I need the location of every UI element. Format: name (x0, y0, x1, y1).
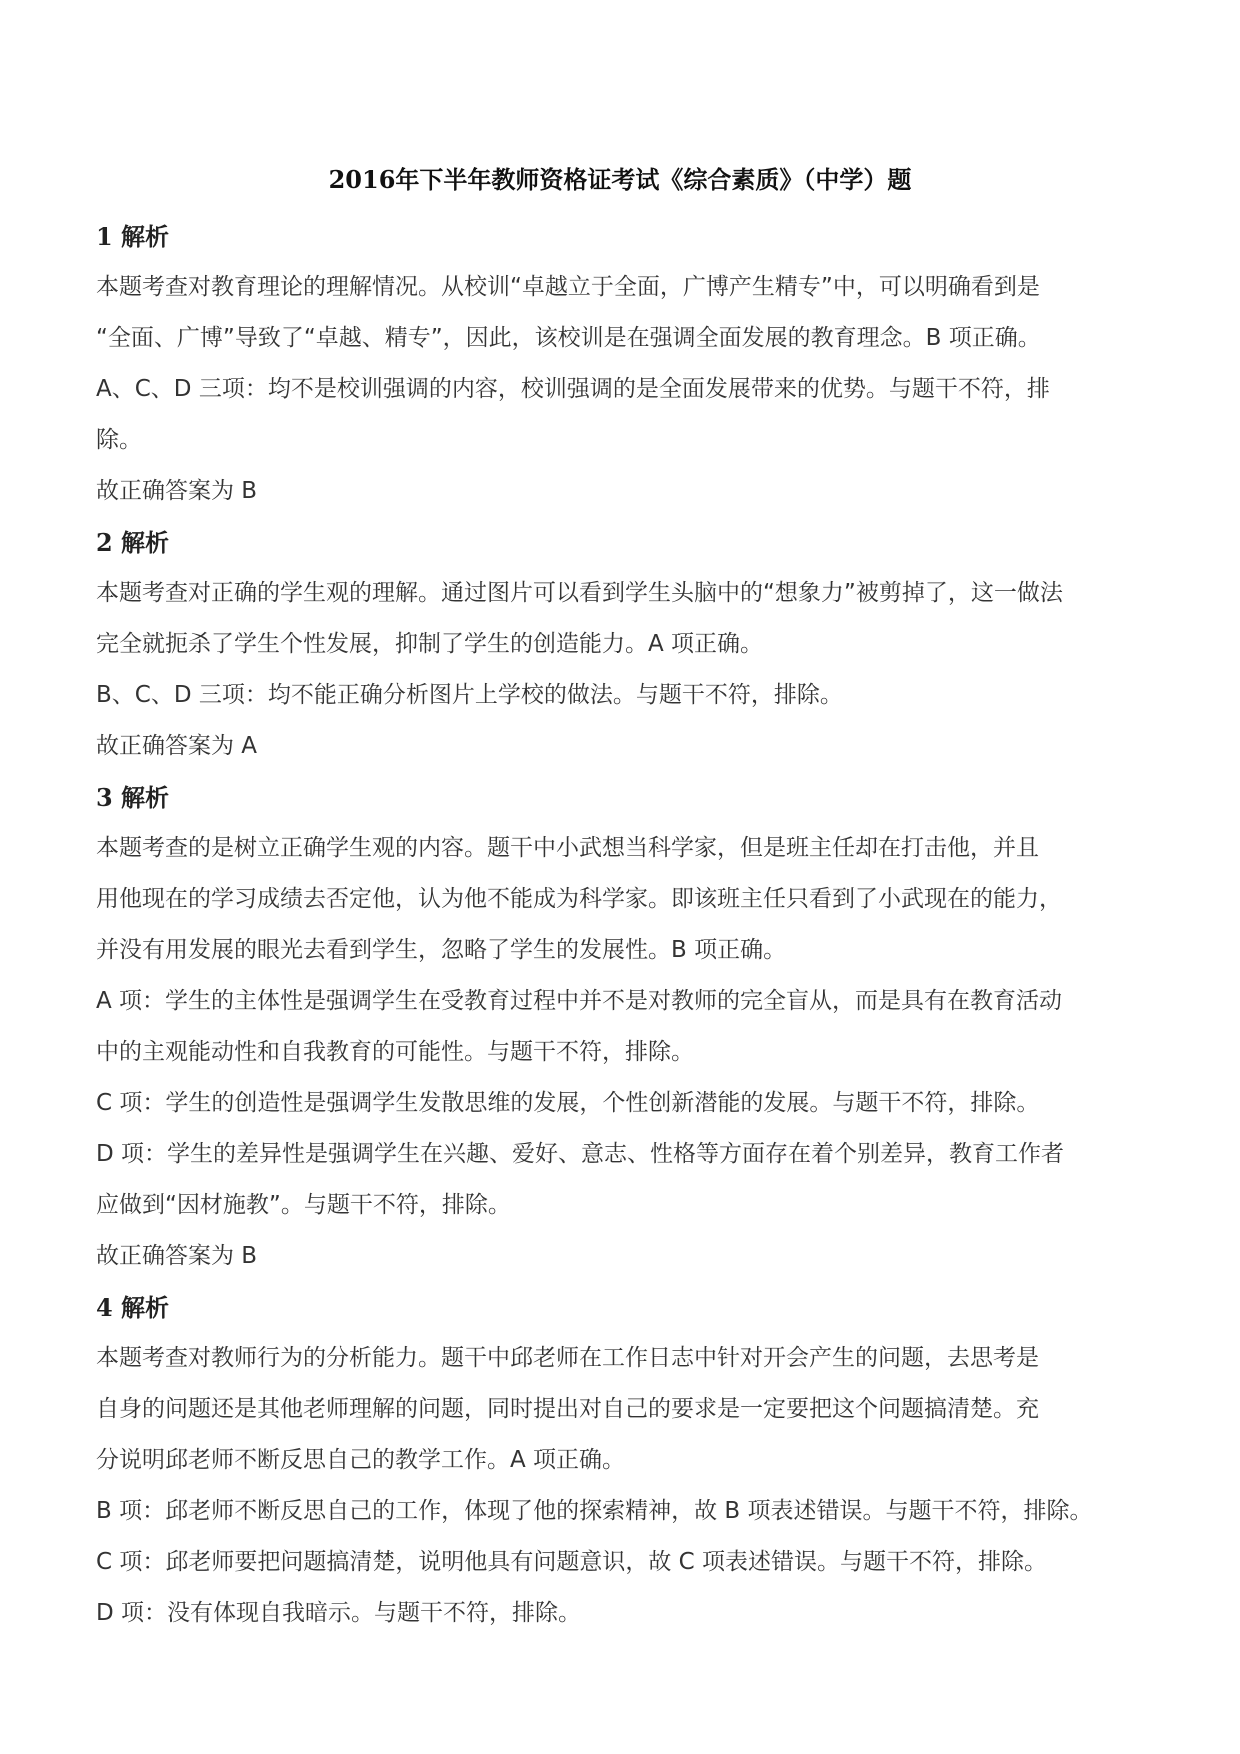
text-line: 并没有用发展的眼光去看到学生，忽略了学生的发展性。B 项正确。 (96, 937, 787, 963)
text-line: B、C、D 三项：均不能正确分析图片上学校的做法。与题干不符，排除。 (96, 682, 843, 708)
text-line: 本题考查对正确的学生观的理解。通过图片可以看到学生头脑中的“想象力”被剪掉了，这一做法 (96, 580, 1063, 606)
explanation-section-1 (96, 211, 1186, 517)
section-heading: 1 解析 (96, 222, 170, 251)
text-line: A 项：学生的主体性是强调学生在受教育过程中并不是对教师的完全盲从，而是具有在教育活动 (96, 988, 1063, 1014)
text-line: C 项：邱老师要把问题搞清楚，说明他具有问题意识，故 C 项表述错误。与题干不符，排除。 (96, 1549, 1048, 1575)
explanation-section-2 (96, 517, 1186, 772)
text-line: D 项：学生的差异性是强调学生在兴趣、爱好、意志、性格等方面存在着个别差异，教育工作者 (96, 1141, 1065, 1167)
text-line: 本题考查的是树立正确学生观的内容。题干中小武想当科学家，但是班主任却在打击他，并且 (96, 835, 1039, 861)
answer-line: 故正确答案为 B (96, 1243, 258, 1269)
text-line: 除。 (96, 427, 142, 453)
text-line: 分说明邱老师不断反思自己的教学工作。A 项正确。 (96, 1447, 626, 1473)
text-line: D 项：没有体现自我暗示。与题干不符，排除。 (96, 1600, 582, 1626)
text-line: 应做到“因材施教”。与题干不符，排除。 (96, 1192, 511, 1218)
document-title: 2016年下半年教师资格证考试《综合素质》（中学）题 (328, 165, 912, 194)
text-line: 完全就扼杀了学生个性发展，抑制了学生的创造能力。A 项正确。 (96, 631, 764, 657)
document-body (96, 211, 1186, 1639)
text-line: C 项：学生的创造性是强调学生发散思维的发展，个性创新潜能的发展。与题干不符，排除。 (96, 1090, 1040, 1116)
answer-line: 故正确答案为 B (96, 478, 258, 504)
text-line: 用他现在的学习成绩去否定他，认为他不能成为科学家。即该班主任只看到了小武现在的能力， (96, 886, 1062, 912)
text-line: 中的主观能动性和自我教育的可能性。与题干不符，排除。 (96, 1039, 694, 1065)
answer-line: 故正确答案为 A (96, 733, 258, 759)
text-line: B 项：邱老师不断反思自己的工作，体现了他的探索精神，故 B 项表述错误。与题干不符，排除。 (96, 1498, 1093, 1524)
text-line: 自身的问题还是其他老师理解的问题，同时提出对自己的要求是一定要把这个问题搞清楚。充 (96, 1396, 1039, 1422)
text-line: 本题考查对教育理论的理解情况。从校训“卓越立于全面，广博产生精专”中，可以明确看到是 (96, 274, 1040, 300)
text-line: “全面、广博”导致了“卓越、精专”，因此，该校训是在强调全面发展的教育理念。B 项正确。 (96, 325, 1041, 351)
explanation-section-3 (96, 772, 1186, 1282)
text-line: 本题考查对教师行为的分析能力。题干中邱老师在工作日志中针对开会产生的问题，去思考是 (96, 1345, 1039, 1371)
text-line: A、C、D 三项：均不是校训强调的内容，校训强调的是全面发展带来的优势。与题干不符，排 (96, 376, 1050, 402)
section-heading: 4 解析 (96, 1293, 170, 1322)
explanation-section-4 (96, 1282, 1186, 1639)
section-heading: 2 解析 (96, 528, 170, 557)
section-heading: 3 解析 (96, 783, 170, 812)
